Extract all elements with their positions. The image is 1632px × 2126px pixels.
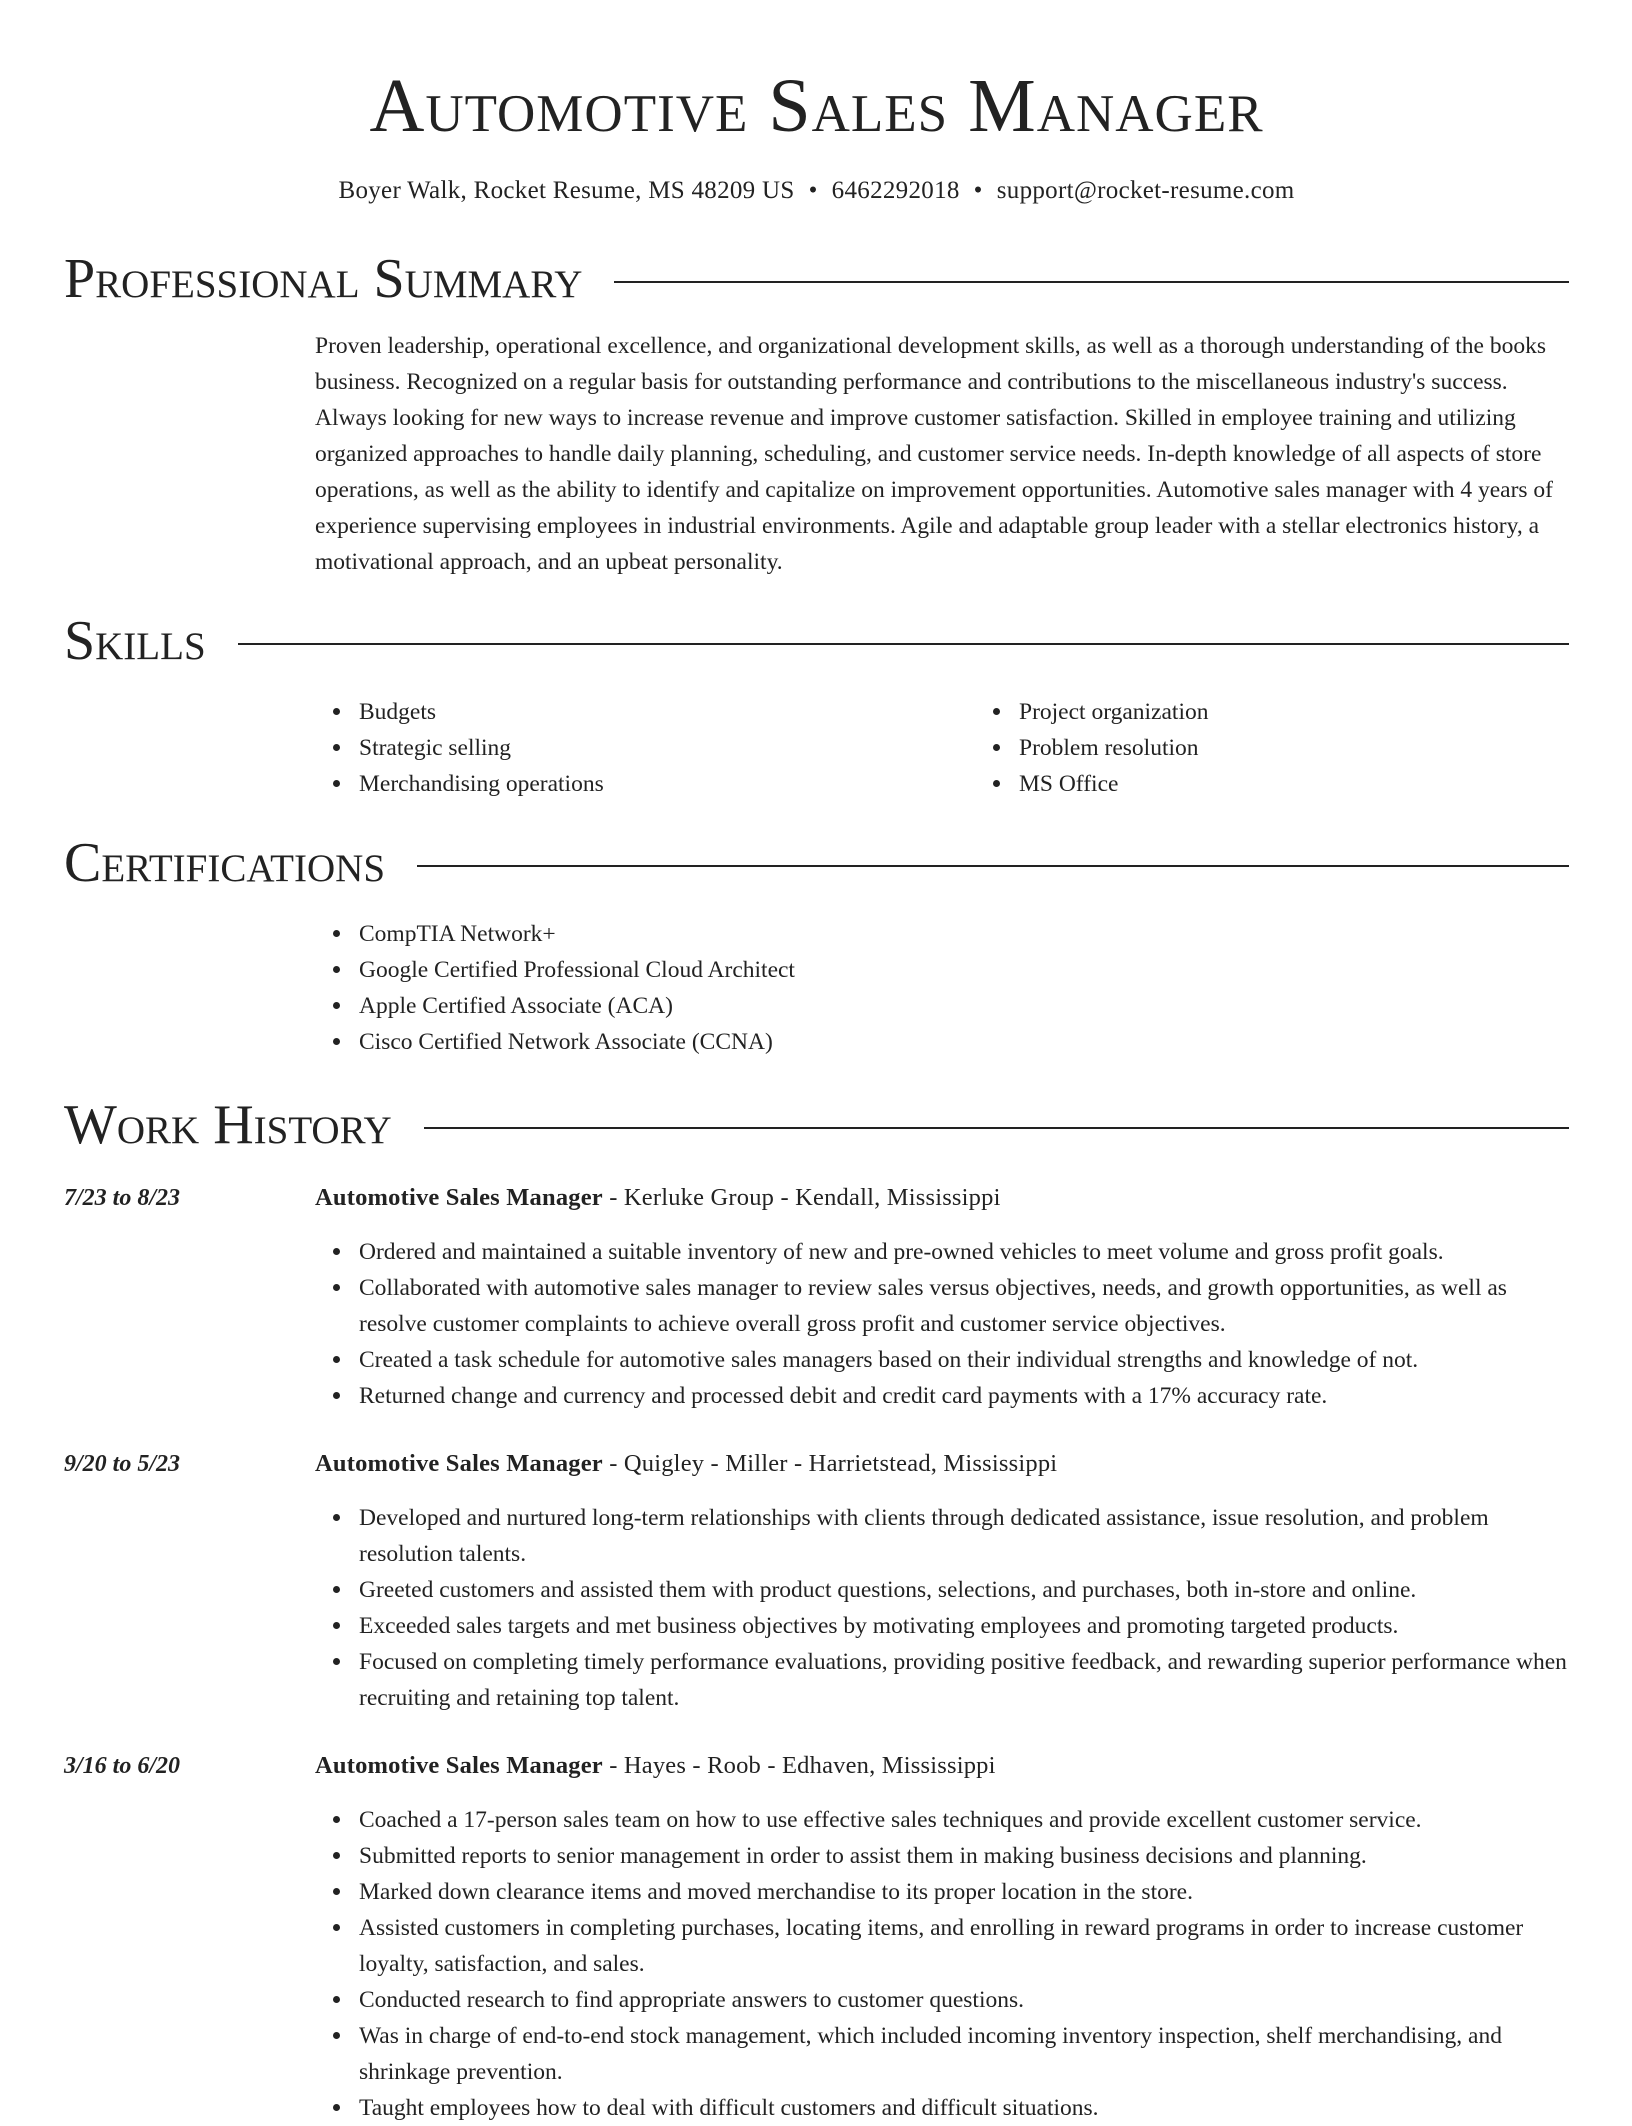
job-duty-item: Focused on completing timely performance evaluations, providing positive feedback, and rewarding superior performance when recruiting and retaining top talent. [359,1644,1569,1716]
job-entry [64,1748,1569,2126]
job-title: Automotive Sales Manager [315,1450,603,1477]
job-duty-item: Returned change and currency and processed debit and credit card payments with a 17% accuracy rate. [359,1378,1569,1414]
job-duties [315,1500,1569,1716]
job-duty-item: Greeted customers and assisted them with product questions, selections, and purchases, both in-store and online. [359,1572,1569,1608]
job-dates: 7/23 to 8/23 [64,1185,181,1211]
contact-separator: • [973,177,983,204]
job-duty-item: Conducted research to find appropriate answers to customer questions. [359,1982,1569,2018]
contact-address: Boyer Walk, Rocket Resume, MS 48209 US [338,177,795,204]
skill-item: Problem resolution [1019,730,1632,766]
job-title: Automotive Sales Manager [315,1752,603,1779]
certification-item: Google Certified Professional Cloud Architect [359,952,1569,988]
job-duty-item: Created a task schedule for automotive sales managers based on their individual strengths and knowledge of not. [359,1342,1569,1378]
skills-column-right [975,694,1632,802]
job-duty-item: Assisted customers in completing purchases, locating items, and enrolling in reward programs in order to increase customer loyalty, satisfaction, and sales. [359,1910,1569,1982]
work-history-heading: Work History [64,1094,392,1156]
skill-item: Merchandising operations [359,766,975,802]
summary-section-header [64,244,1569,314]
job-duties [315,1802,1569,2126]
certifications-section-header [64,828,1569,898]
contact-phone: 6462292018 [831,177,960,204]
job-duty-item: Developed and nurtured long-term relationships with clients through dedicated assistance, issue resolution, and problem resolution talents. [359,1500,1569,1572]
job-title: Automotive Sales Manager [315,1184,603,1211]
job-company: - Kerluke Group - Kendall, Mississippi [602,1184,1001,1211]
skills-column-left [315,694,975,802]
job-duty-item: Marked down clearance items and moved merchandise to its proper location in the store. [359,1874,1569,1910]
job-duty-item: Was in charge of end-to-end stock management, which included incoming inventory inspection, shelf merchandising, and shrinkage prevention. [359,2018,1569,2090]
job-entry [64,1446,1569,1716]
contact-line [64,174,1569,208]
certification-item: Cisco Certified Network Associate (CCNA) [359,1024,1569,1060]
skill-item: Budgets [359,694,975,730]
certifications-list [315,916,1569,1060]
section-divider [424,1127,1569,1129]
contact-separator: • [808,177,818,204]
skill-item: Strategic selling [359,730,975,766]
section-divider [238,643,1569,645]
skills-heading: Skills [64,610,206,672]
certifications-heading: Certifications [64,832,386,894]
certification-item: CompTIA Network+ [359,916,1569,952]
job-dates: 9/20 to 5/23 [64,1451,181,1477]
job-duty-item: Coached a 17-person sales team on how to use effective sales techniques and provide excellent customer service. [359,1802,1569,1838]
job-company: - Quigley - Miller - Harrietstead, Mississippi [602,1450,1058,1477]
job-title-line [315,1748,1569,1784]
skill-item: MS Office [1019,766,1632,802]
job-duty-item: Taught employees how to deal with difficult customers and difficult situations. [359,2090,1569,2126]
job-duty-item: Submitted reports to senior management in order to assist them in making business decisions and planning. [359,1838,1569,1874]
job-duties [315,1234,1569,1414]
skills-list [315,694,1569,802]
certification-item: Apple Certified Associate (ACA) [359,988,1569,1024]
job-title-line [315,1446,1569,1482]
summary-heading: Professional Summary [64,248,583,310]
job-duty-item: Exceeded sales targets and met business objectives by motivating employees and promoting targeted products. [359,1608,1569,1644]
resume-title: Automotive Sales Manager [369,64,1264,148]
job-duty-item: Collaborated with automotive sales manager to review sales versus objectives, needs, and growth opportunities, as well as resolve customer complaints to achieve overall gross profit and customer service objectives. [359,1270,1569,1342]
resume-page [64,0,1569,2126]
summary-text: Proven leadership, operational excellence, and organizational development skills, as well as a thorough understanding of the books business. Recognized on a regular basis for outstanding performance and contributions to the miscellaneous industry's success. Always looking for new ways to increase revenue and improve customer satisfaction. Skilled in employee training and utilizing organized approaches to handle daily planning, scheduling, and customer service needs. In-depth knowledge of all aspects of store operations, as well as the ability to identify and capitalize on improvement opportunities. Automotive sales manager with 4 years of experience supervising employees in industrial environments. Agile and adaptable group leader with a stellar electronics history, a motivational approach, and an upbeat personality. [315,333,1554,575]
work-history-section-header [64,1090,1569,1160]
job-dates: 3/16 to 6/20 [64,1753,181,1779]
contact-email: support@rocket-resume.com [996,177,1295,204]
job-duty-item: Ordered and maintained a suitable inventory of new and pre-owned vehicles to meet volume and gross profit goals. [359,1234,1569,1270]
skills-section-header [64,606,1569,676]
section-divider [417,865,1569,867]
job-title-line [315,1180,1569,1216]
section-divider [614,281,1569,283]
job-company: - Hayes - Roob - Edhaven, Mississippi [602,1752,996,1779]
skill-item: Project organization [1019,694,1632,730]
job-entry [64,1180,1569,1414]
